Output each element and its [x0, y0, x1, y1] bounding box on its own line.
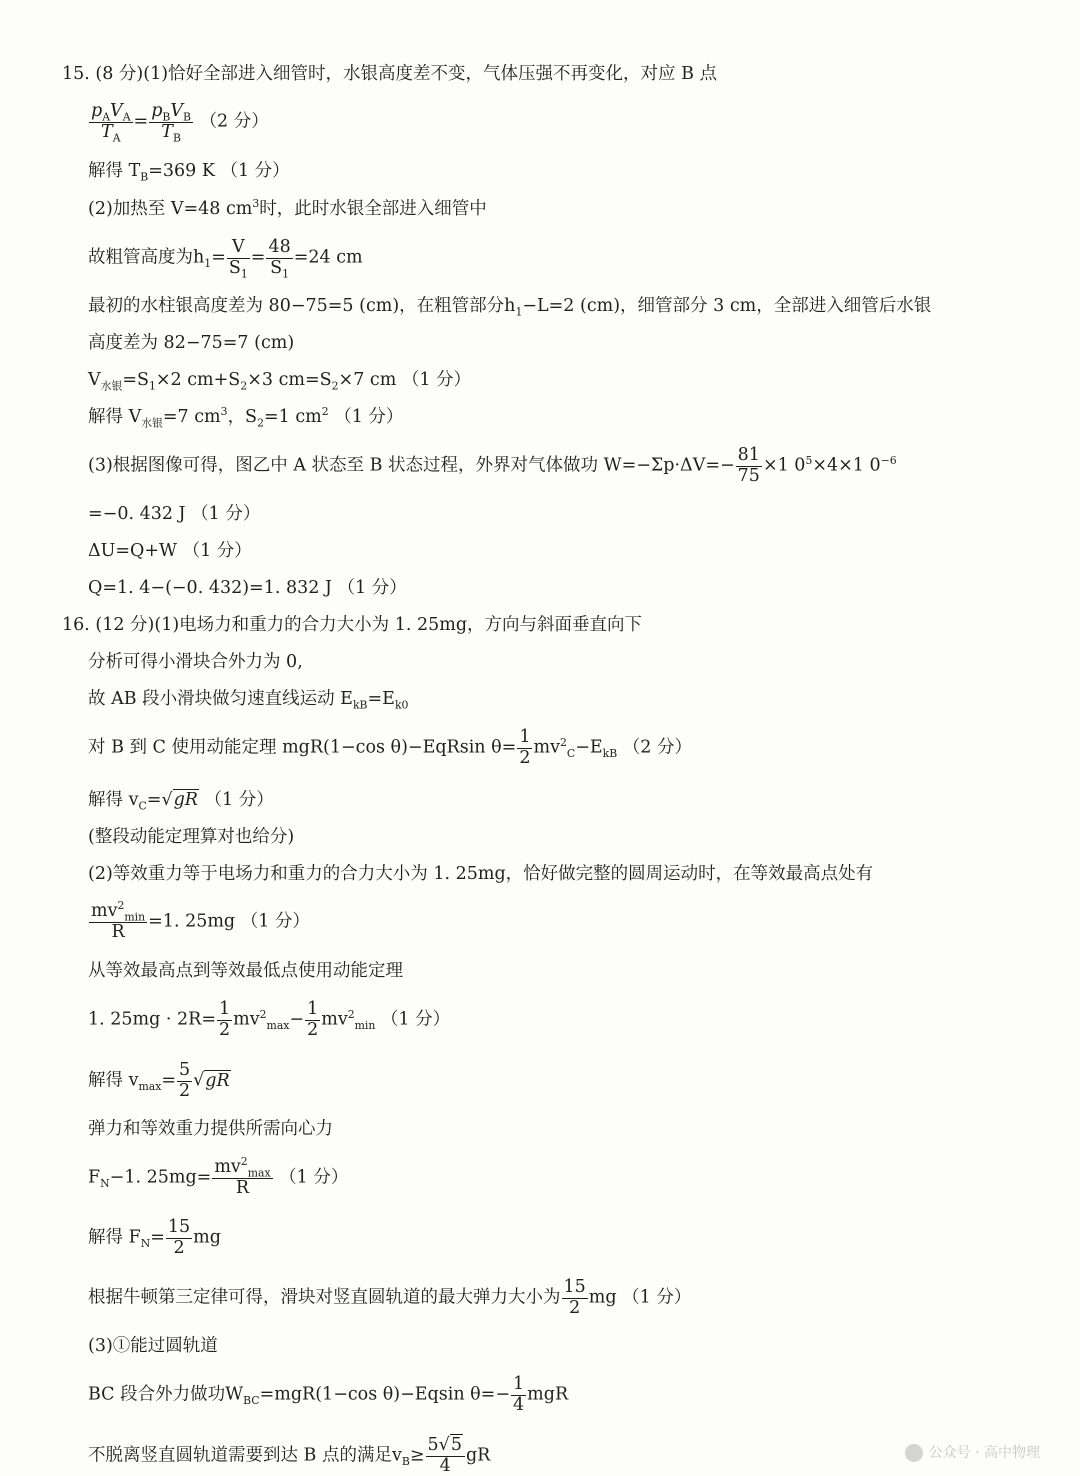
q15-mercury-result: 解得 $V_{水银}=7$ $cm^3$，$S_2=1$ $cm^2$ （1 分）	[88, 405, 404, 430]
q15-work-result: =−0. 432 J （1 分）	[88, 504, 261, 524]
q16-intro: 16. (12 分)(1)电场力和重力的合力大小为 1. 25mg，方向与斜面垂直向下	[62, 615, 643, 635]
q15-height-difference-cont: 高度差为 82−75=7 (cm)	[88, 333, 295, 353]
q15-heat-result: Q=1. 4−(−0. 432)=1. 832 J （1 分）	[88, 578, 407, 598]
q15-first-law: ΔU=Q+W （1 分）	[88, 541, 252, 561]
q15-gas-law-equation: $p_AV_A$ $T_A$ = $p_BV_B$ $T_B$ （2 分）	[91, 101, 269, 145]
q16-part3: (3)①能过圆轨道	[88, 1336, 218, 1356]
q16-uniform-motion: 故 AB 段小滑块做匀速直线运动 $E_{kB}=E_{k0}$	[88, 689, 409, 712]
q16-vc-result: 解得 $v_C=√gR$ （1 分）	[88, 790, 274, 813]
q16-centripetal: 弹力和等效重力提供所需向心力	[88, 1119, 333, 1139]
watermark: 公众号 · 高中物理	[905, 1442, 1040, 1462]
q15-part2-line: (2)加热至 V=48 $cm^3$时，此时水银全部进入细管中	[88, 197, 487, 219]
q15-temperature-result: 解得 $T_B=369$ K （1 分）	[88, 161, 290, 184]
q16-vmax-result: 解得 $v_{max}=$ $\frac{5}{2}$ √gR	[88, 1060, 230, 1101]
q16-normal-force-equation: $F_N-1$. 25mg= $mv^2_{max}$ R （1 分）	[88, 1155, 349, 1198]
q15-mercury-volume: $V_{水银}=S_1\times 2$ $cm+S_2\times 3$ $cm=S_2\times 7$ cm （1 分）	[88, 370, 472, 393]
q16-normal-force-result: 解得 $F_N=$ $\frac{15}{2}$ mg	[88, 1217, 221, 1258]
q16-newton-third-law: 根据牛顿第三定律可得，滑块对竖直圆轨道的最大弹力大小为 $\frac{15}{2}$ mg （1 分）	[88, 1277, 692, 1318]
watermark-logo-icon	[905, 1444, 923, 1462]
q16-top-point-equation: $mv^2_{min}$ R =1. 25mg （1 分）	[91, 899, 310, 942]
q16-note: (整段动能定理算对也给分)	[88, 827, 295, 847]
q16-net-force: 分析可得小滑块合外力为 0,	[88, 652, 303, 672]
q15-tube-height: 故粗管高度为$h_1=$ $\frac{V}{S_1}$ = $\frac{48}{S_1}$ =24 cm	[88, 237, 363, 281]
q16-work-energy-bc: 对 B 到 C 使用动能定理 mgR(1−cos θ)−EqRsin θ= $\frac{1}{2}$ $mv^2_C-E_{kB}$ （2 分）	[88, 727, 692, 768]
q15-intro: 15. (8 分)(1)恰好全部进入细管时，水银高度差不变，气体压强不再变化，对应 B 点	[62, 64, 718, 84]
q16-bc-work: BC 段合外力做功$W_{BC}=mgR(1-\cos$ θ)−Eqsin θ=− $\frac{1}{4}$ mgR	[88, 1374, 569, 1415]
q16-energy-theorem: 从等效最高点到等效最低点使用动能定理	[88, 961, 403, 981]
q15-work-calculation: (3)根据图像可得，图乙中 A 状态至 B 状态过程，外界对气体做功 W=−Σp·ΔV=− $\frac{81}{75}$ ×1 $0^5\times 4\times 1$ $0^{-6}$	[88, 445, 897, 486]
q16-energy-equation: 1. 25mg · 2R= $\frac{1}{2}$ $mv^2_{max}-$ $\frac{1}{2}$ $mv^2_{min}$ （1 分）	[88, 999, 451, 1040]
q16-condition-line: 不脱离竖直圆轨道需要到达 B 点的满足$v_B\ge$ $\frac{5√5}{4}$ gR	[88, 1435, 491, 1476]
q15-height-difference: 最初的水柱银高度差为 80−75=5 (cm)，在粗管部分$h_1-L=2$ (cm)，细管部分 3 cm，全部进入细管后水银	[88, 296, 932, 319]
q16-part2-line: (2)等效重力等于电场力和重力的合力大小为 1. 25mg，恰好做完整的圆周运动时，在等效最高点处有	[88, 864, 874, 884]
